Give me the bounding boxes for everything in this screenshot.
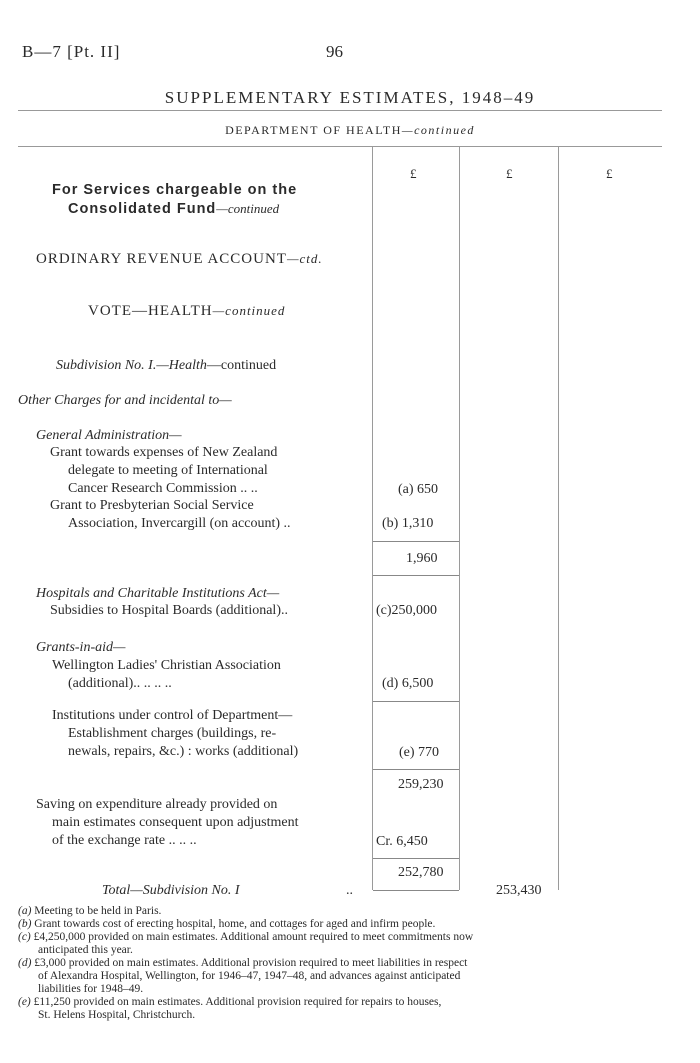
services-heading-line1: For Services chargeable on the [52,182,298,198]
footnote-b [18,918,435,931]
currency-col-3: £ [606,166,613,181]
account-heading-suffix: —ctd. [286,251,323,266]
footnote-d-mark: (d) [18,957,32,969]
institutions-line1: Institutions under control of Department— [52,708,293,723]
services-heading-line2 [68,200,279,218]
hospitals-item: Subsidies to Hospital Boards (additional).. [50,603,288,618]
department-subtitle [0,123,700,138]
hospitals-value: (c)250,000 [376,603,438,618]
footnote-c-line2: anticipated this year. [38,944,133,956]
page-title: SUPPLEMENTARY ESTIMATES, 1948–49 [164,88,536,107]
column-rule-1 [372,147,373,890]
footnote-b-mark: (b) [18,918,32,930]
footnote-c-text1: £4,250,000 provided on main estimates. Additional amount required to meet commitments now [33,931,474,943]
footnote-e-line2: St. Helens Hospital, Christchurch. [38,1009,196,1021]
general-admin-item1-line3: Cancer Research Commission .. .. [68,481,258,496]
total-dots: .. [346,883,353,898]
column-rule-3 [558,147,559,890]
footnote-c-mark: (c) [18,931,31,943]
footnote-a-mark: (a) [18,905,32,917]
total-rule [373,890,459,891]
general-admin-subtotal: 1,960 [406,551,438,566]
footnote-d-line2: of Alexandra Hospital, Wellington, for 1946–47, 1947–48, and advances against anticipated [38,970,461,982]
footnote-a [18,905,161,918]
institutions-value: (e) 770 [399,745,440,760]
grants-heading: Grants-in-aid— [36,640,126,655]
saving-line1: Saving on expenditure already provided on [36,797,278,812]
saving-value: Cr. 6,450 [376,834,428,849]
general-admin-item2-line1: Grant to Presbyterian Social Service [50,498,254,513]
footnote-d-line3: liabilities for 1948–49. [38,983,144,995]
general-admin-item1-line2: delegate to meeting of International [68,463,268,478]
footnote-e [18,996,441,1009]
hospitals-heading: Hospitals and Charitable Institutions Act— [36,586,280,601]
department-name: DEPARTMENT OF HEALTH [225,123,402,137]
vote-heading-suffix: —continued [212,303,286,318]
footnote-e-mark: (e) [18,996,31,1008]
institutions-subtotal: 259,230 [398,777,444,792]
grants-value: (d) 6,500 [382,676,434,691]
account-heading-text: ORDINARY REVENUE ACCOUNT [36,251,287,267]
services-heading-fund: Consolidated Fund [68,201,217,217]
institutions-line2: Establishment charges (buildings, re- [68,726,277,741]
institutions-rule [373,769,459,770]
title-rule [18,110,662,111]
subtotal-rule-1 [373,541,459,542]
saving-net: 252,780 [398,865,444,880]
account-heading [36,251,323,268]
department-continued: —continued [401,123,475,137]
general-admin-item2-line2: Association, Invercargill (on account) .. [68,516,291,531]
general-admin-item1-line1: Grant towards expenses of New Zealand [50,445,278,460]
saving-line2: main estimates consequent upon adjustment [52,815,299,830]
vote-heading [88,303,285,320]
general-admin-item2-value: (b) 1,310 [382,516,434,531]
total-label: Total—Subdivision No. I [102,883,240,898]
saving-rule [373,858,459,859]
grants-item-line1: Wellington Ladies' Christian Association [52,658,281,673]
footnote-c [18,931,473,944]
currency-col-1: £ [410,166,417,181]
total-value: 253,430 [496,883,542,898]
general-admin-heading: General Administration— [36,428,182,443]
subdivision-heading-text: Subdivision No. I.—Health [56,358,207,373]
other-charges-heading: Other Charges for and incidental to— [18,393,232,408]
footnote-d-text1: £3,000 provided on main estimates. Additional provision required to meet liabilities in respect [34,957,468,969]
subdivision-heading [56,358,276,374]
table-top-rule [18,146,662,147]
footnote-a-text: Meeting to be held in Paris. [34,905,162,917]
grants-item-line2: (additional).. .. .. .. [68,676,172,691]
vote-heading-text: VOTE—HEALTH [88,303,213,319]
grants-rule [373,701,459,702]
page-number: 96 [326,42,343,61]
services-heading-continued: —continued [216,201,280,216]
institutions-line3: newals, repairs, &c.) : works (additional) [68,744,299,759]
footnote-d [18,957,467,970]
subtotal-rule-2 [373,575,459,576]
subdivision-heading-suffix: —continued [206,358,277,373]
page-id: B—7 [Pt. II] [22,42,121,61]
currency-col-2: £ [506,166,513,181]
footnote-b-text: Grant towards cost of erecting hospital, home, and cottages for aged and infirm people. [34,918,436,930]
general-admin-item1-value: (a) 650 [398,482,439,497]
saving-line3: of the exchange rate .. .. .. [52,833,197,848]
footnote-e-text1: £11,250 provided on main estimates. Additional provision required for repairs to houses, [33,996,442,1008]
column-rule-2 [459,147,460,890]
